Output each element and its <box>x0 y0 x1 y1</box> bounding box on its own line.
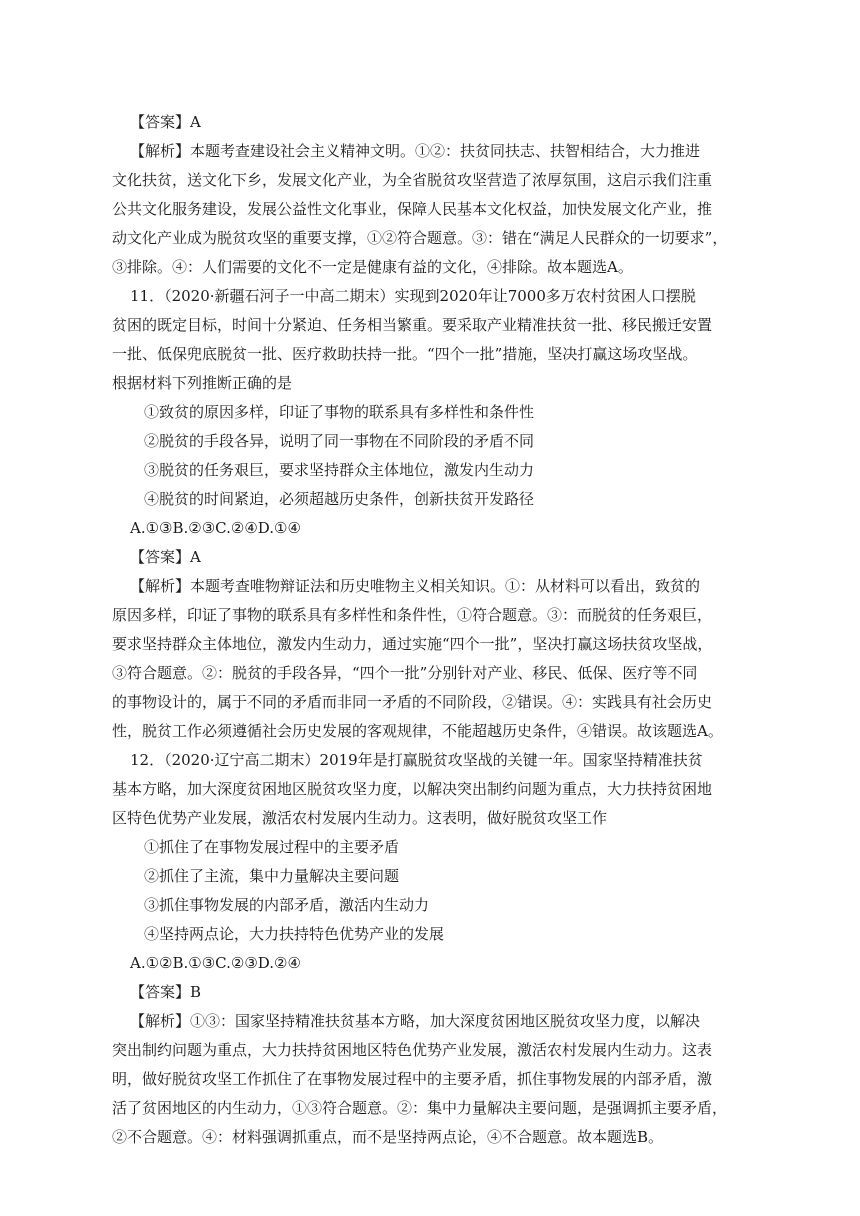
question-stem: 根据材料下列推断正确的是 <box>112 374 293 392</box>
question-stem: 基本方略，加大深度贫困地区脱贫攻坚力度，以解决突出制约问题为重点，大力扶持贫困地 <box>112 780 713 798</box>
analysis-line: 公共文化服务建设，发展公益性文化事业，保障人民基本文化权益，加快发展文化产业，推 <box>112 200 713 218</box>
statement-option: ①抓住了在事物发展过程中的主要矛盾 <box>144 838 400 856</box>
analysis-line: 要求坚持群众主体地位，激发内生动力，通过实施“四个一批”，坚决打赢这场扶贫攻坚战， <box>112 635 713 653</box>
analysis-line: 原因多样，印证了事物的联系具有多样性和条件性，①符合题意。③：而脱贫的任务艰巨， <box>112 606 713 624</box>
choice-row: A.①②B.①③C.②③D.②④ <box>130 954 301 972</box>
analysis-line: 明，做好脱贫攻坚工作抓住了在事物发展过程中的主要矛盾，抓住事物发展的内部矛盾，激 <box>112 1070 713 1088</box>
question-stem: 区特色优势产业发展，激活农村发展内生动力。这表明，做好脱贫攻坚工作 <box>112 809 608 827</box>
answer-label: 【答案】A <box>130 548 201 566</box>
question-stem: 12．（2020·辽宁高二期末）2019年是打赢脱贫攻坚战的关键一年。国家坚持精准扶贫 <box>130 751 703 769</box>
statement-option: ④脱贫的时间紧迫，必须超越历史条件，创新扶贫开发路径 <box>144 490 535 508</box>
analysis-line: ③排除。④：人们需要的文化不一定是健康有益的文化，④排除。故本题选A。 <box>112 258 633 276</box>
statement-option: ②抓住了主流，集中力量解决主要问题 <box>144 867 400 885</box>
analysis-line: 【解析】本题考查建设社会主义精神文明。①②：扶贫同扶志、扶智相结合，大力推进 <box>130 142 701 160</box>
question-stem: 一批、低保兜底脱贫一批、医疗救助扶持一批。“四个一批”措施，坚决打赢这场攻坚战。 <box>112 345 698 363</box>
analysis-line: 活了贫困地区的内生动力，①③符合题意。②：集中力量解决主要问题，是强调抓主要矛盾， <box>112 1099 728 1117</box>
analysis-line: 【解析】①③：国家坚持精准扶贫基本方略，加大深度贫困地区脱贫攻坚力度，以解决 <box>130 1012 701 1030</box>
analysis-line: 【解析】本题考查唯物辩证法和历史唯物主义相关知识。①：从材料可以看出，致贫的 <box>130 577 701 595</box>
analysis-line: 的事物设计的，属于不同的矛盾而非同一矛盾的不同阶段，②错误。④：实践具有社会历史 <box>112 693 713 711</box>
question-stem: 贫困的既定目标，时间十分紧迫、任务相当繁重。要采取产业精准扶贫一批、移民搬迁安置 <box>112 316 713 334</box>
statement-option: ④坚持两点论，大力扶持特色优势产业的发展 <box>144 925 445 943</box>
statement-option: ③抓住事物发展的内部矛盾，激活内生动力 <box>144 896 430 914</box>
analysis-line: 突出制约问题为重点，大力扶持贫困地区特色优势产业发展，激活农村发展内生动力。这表 <box>112 1041 713 1059</box>
answer-label: 【答案】B <box>130 983 202 1001</box>
answer-label: 【答案】A <box>130 113 201 131</box>
analysis-line: 性，脱贫工作必须遵循社会历史发展的客观规律，不能超越历史条件，④错误。故该题选A。 <box>112 722 723 740</box>
statement-option: ③脱贫的任务艰巨，要求坚持群众主体地位，激发内生动力 <box>144 461 535 479</box>
analysis-line: 文化扶贫，送文化下乡，发展文化产业，为全省脱贫攻坚营造了浓厚氛围，这启示我们注重 <box>112 171 713 189</box>
statement-option: ①致贫的原因多样，印证了事物的联系具有多样性和条件性 <box>144 403 535 421</box>
analysis-line: ③符合题意。②：脱贫的手段各异，“四个一批”分别针对产业、移民、低保、医疗等不同 <box>112 664 698 682</box>
statement-option: ②脱贫的手段各异，说明了同一事物在不同阶段的矛盾不同 <box>144 432 535 450</box>
choice-row: A.①③B.②③C.②④D.①④ <box>130 519 301 537</box>
analysis-line: 动文化产业成为脱贫攻坚的重要支撑，①②符合题意。③：错在“满足人民群众的一切要求”， <box>112 229 728 247</box>
analysis-line: ②不合题意。④：材料强调抓重点，而不是坚持两点论，④不合题意。故本题选B。 <box>112 1128 664 1146</box>
question-stem: 11．（2020·新疆石河子一中高二期末）实现到2020年让7000多万农村贫困人口摆脱 <box>130 287 696 305</box>
